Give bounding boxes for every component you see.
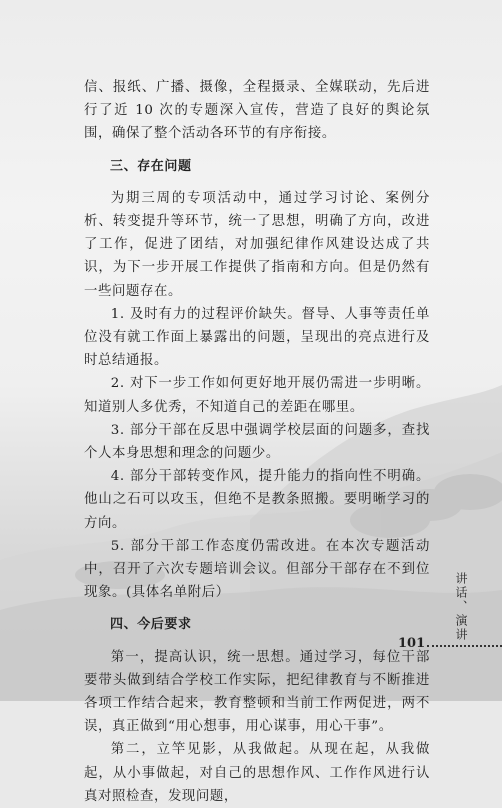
page-number: 101 bbox=[398, 636, 426, 651]
body-text bbox=[84, 76, 430, 808]
paragraph: 为期三周的专项活动中，通过学习讨论、案例分析、转变提升等环节，统一了思想，明确了方向，改进了工作，促进了团结，对加强纪律作风建设达成了共识，为下一步开展工作提供了指南和方向。但是仍然有一些问题存在。 bbox=[84, 190, 430, 299]
paragraph-continued: 信、报纸、广播、摄像，全程摄录、全媒联动，先后进行了近 10 次的专题深入宣传，营造了良好的舆论氛围，确保了整个活动各环节的有序衔接。 bbox=[84, 80, 430, 142]
paragraph-first: 第一，提高认识，统一思想。通过学习，每位干部要带头做到结合学校工作实际，把纪律教育与不断推进各项工作结合起来，教育整顿和当前工作两促进，两不误，真正做到“用心想事，用心谋事，用心干事”。 bbox=[84, 649, 430, 735]
list-item-1: 1. 及时有力的过程评价缺失。督导、人事等责任单位没有就工作面上暴露出的问题，呈现出的亮点进行及时总结通报。 bbox=[84, 306, 430, 369]
section-heading-requirements: 四、今后要求 bbox=[110, 617, 192, 633]
list-item-3: 3. 部分干部在反思中强调学校层面的问题多，查找个人本身思想和理念的问题少。 bbox=[84, 422, 430, 462]
paragraph-second: 第二，立竿见影，从我做起。从现在起，从我做起，从小事做起，对自己的思想作风、工作作风进行认真对照检查，发现问题， bbox=[84, 742, 430, 804]
section-heading-problems: 三、存在问题 bbox=[110, 158, 192, 174]
section-side-tab: 讲话、演讲 bbox=[454, 572, 468, 642]
list-item-2: 2. 对下一步工作如何更好地开展仍需进一步明晰。知道别人多优秀，不知道自己的差距在哪里。 bbox=[84, 376, 430, 415]
list-item-5: 5. 部分干部工作态度仍需改进。在本次专题活动中，召开了六次专题培训会议。但部分干部存在不到位现象。(具体名单附后） bbox=[84, 538, 430, 601]
list-item-4: 4. 部分干部转变作风，提升能力的指向性不明确。他山之石可以攻玉，但绝不是教条照搬。要明晰学习的方向。 bbox=[84, 469, 430, 531]
dotted-leader-line bbox=[427, 645, 502, 647]
